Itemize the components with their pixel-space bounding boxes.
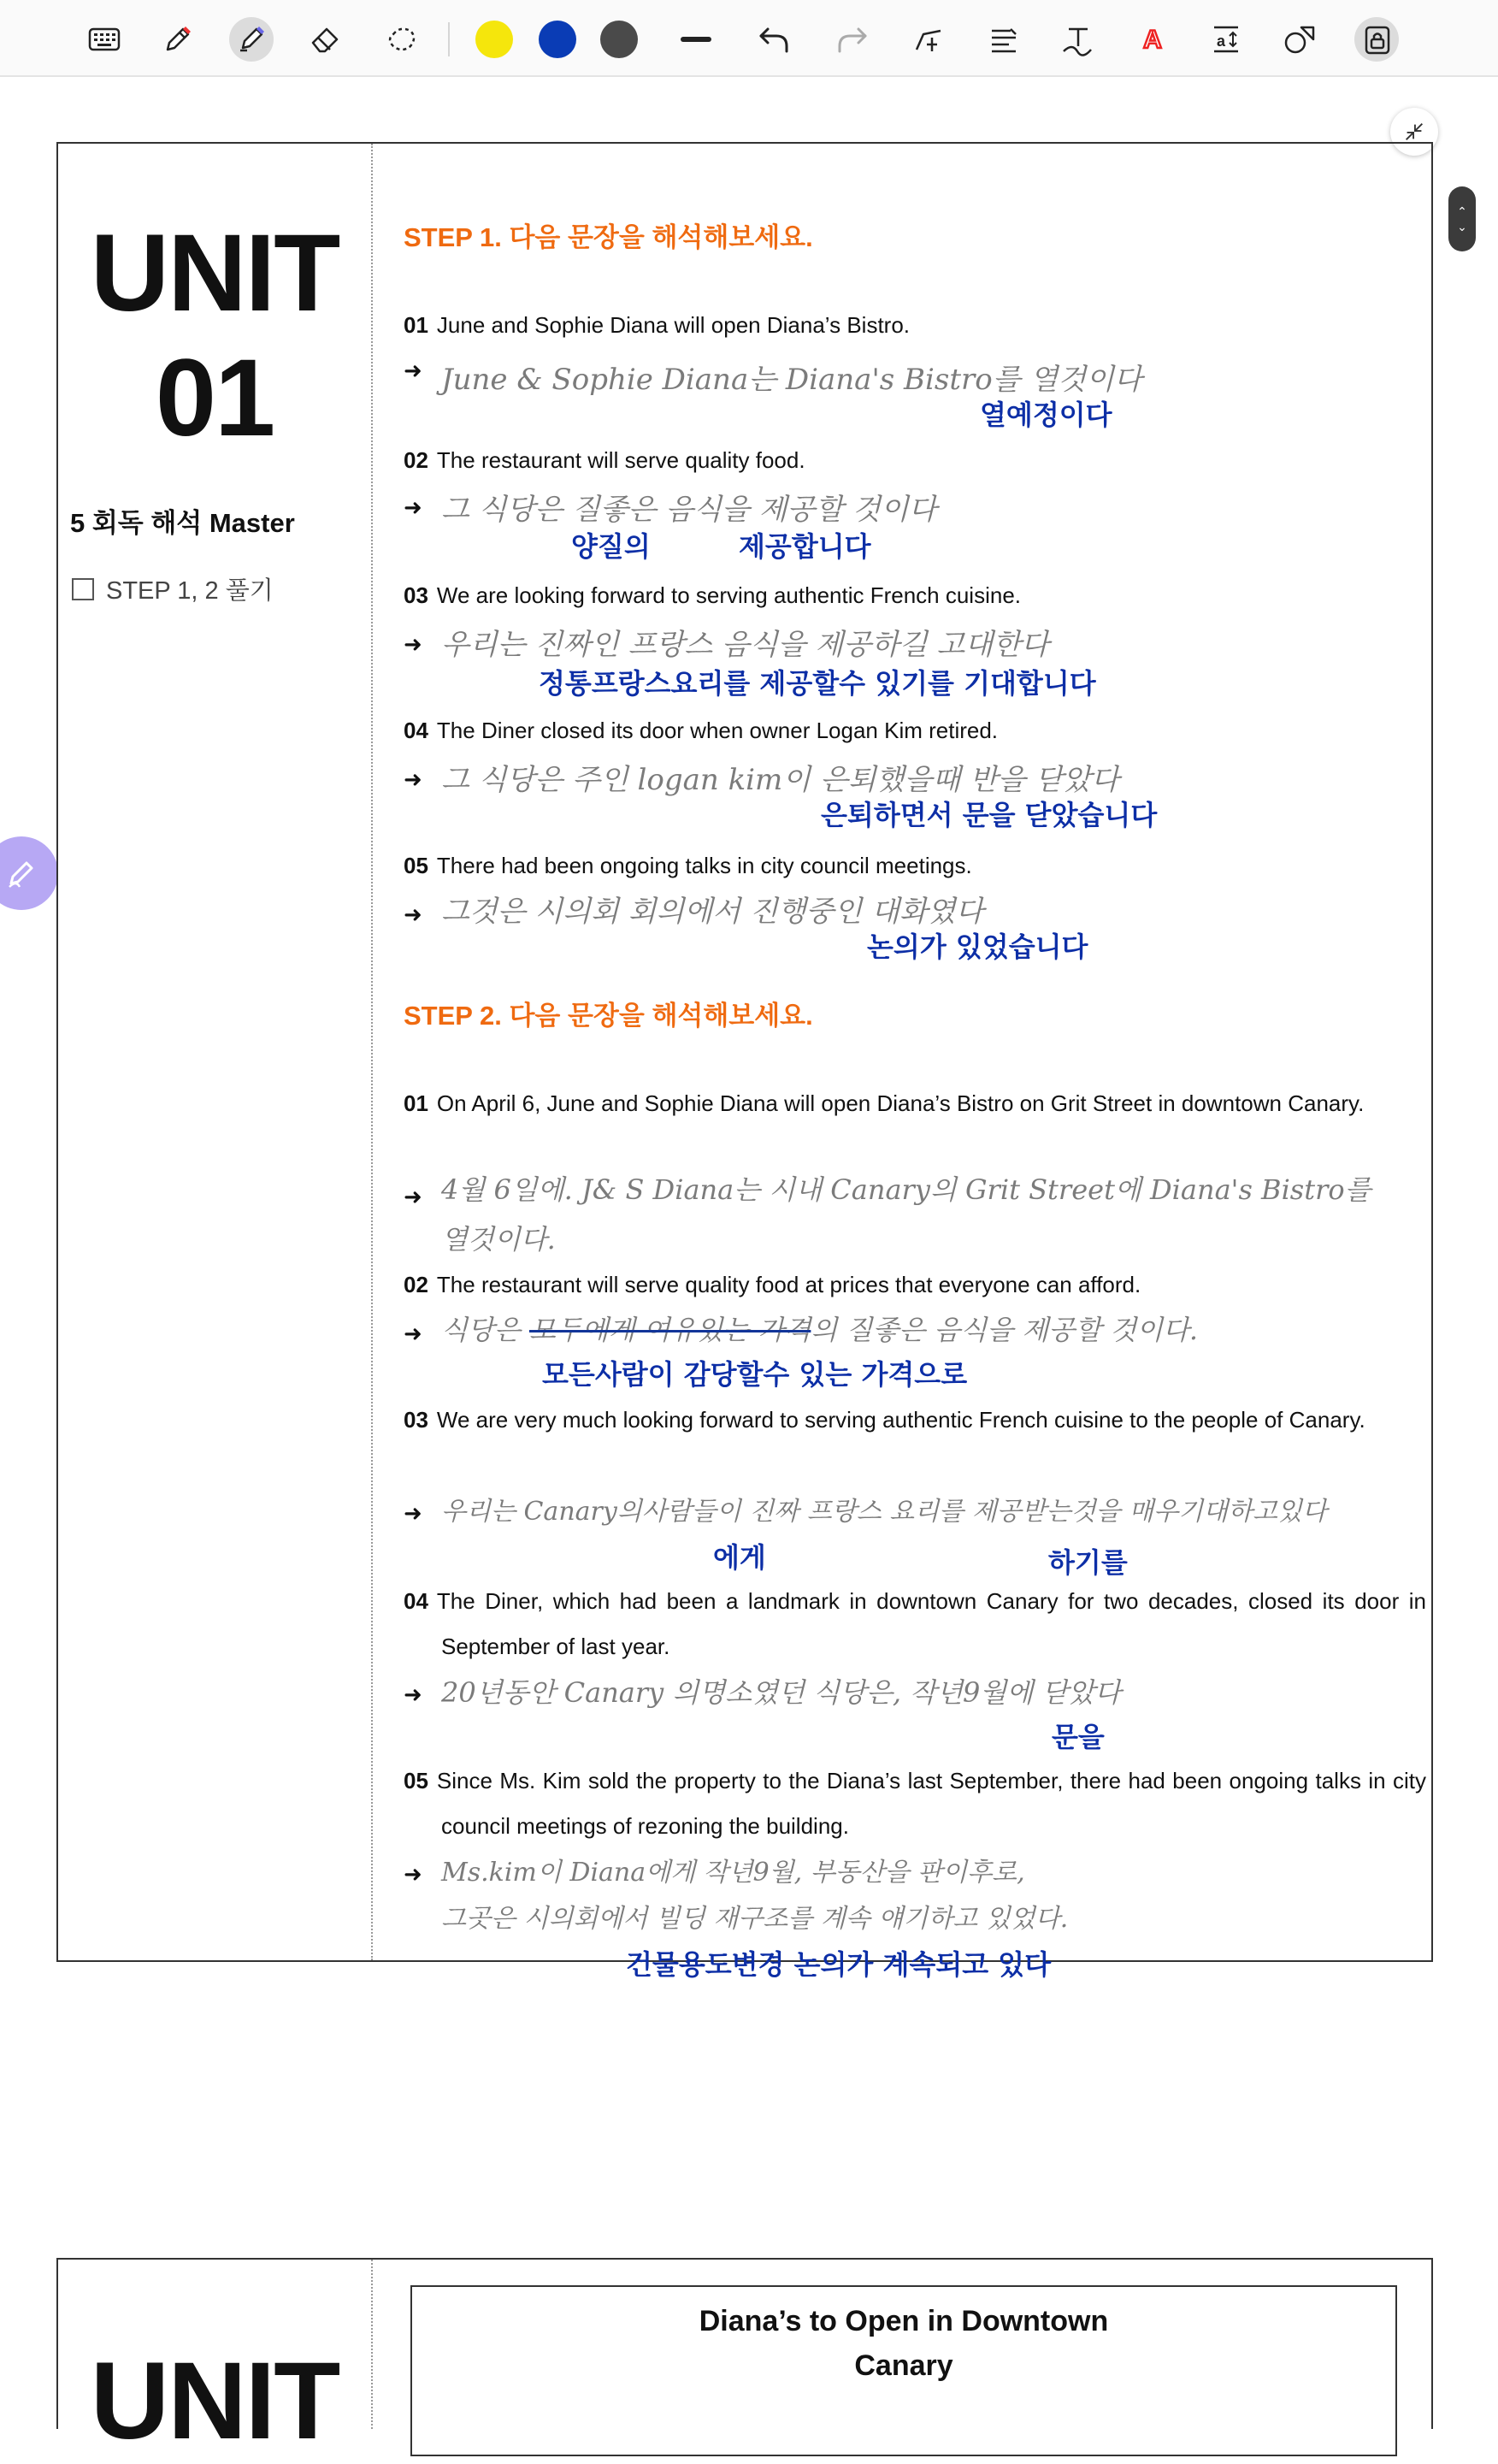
step1-arrow-03: ➜ [404, 631, 422, 657]
step1-arrow-05: ➜ [404, 901, 422, 927]
sidebar-title: 5 회독 해석 Master [70, 508, 295, 538]
handwriting-correction[interactable]: 은퇴하면서 문을 닫았습니다 [821, 799, 1158, 831]
checkbox-row[interactable] [72, 571, 274, 606]
chevron-up-icon: ⌃ [1457, 204, 1467, 218]
drawing-toolbar [0, 0, 1498, 77]
handwriting-note[interactable]: 그 식당은 주인 logan kim이 은퇴했을때 반을 닫았다 [441, 763, 1119, 797]
struck-text: 모두에게 여유있는 가격 [528, 1314, 811, 1346]
handwriting-correction[interactable]: 열예정이다 [980, 399, 1112, 431]
step2-sentence-02: 02 The restaurant will serve quality food at prices that everyone can afford. [404, 1272, 1141, 1297]
chevron-down-icon: ⌄ [1457, 220, 1467, 233]
step2-arrow-03: ➜ [404, 1500, 422, 1526]
blue-color-swatch[interactable] [539, 21, 576, 58]
step2-arrow-01: ➜ [404, 1184, 422, 1209]
handwriting-text-icon[interactable] [1055, 17, 1100, 62]
handwriting-correction[interactable]: 에게 [713, 1541, 766, 1574]
text-color-icon[interactable] [1130, 17, 1175, 62]
step1-sentence-03: 03 We are looking forward to serving authentic French cuisine. [404, 582, 1022, 608]
step1-sentence-05: 05 There had been ongoing talks in city council meetings. [404, 853, 972, 878]
handwriting-note[interactable]: 그 식당은 질좋은 음식을 제공할 것이다 [441, 493, 937, 527]
line-spacing-icon[interactable] [1204, 17, 1248, 62]
text-align-icon[interactable] [982, 17, 1026, 62]
handwriting-note[interactable]: 식당은 모두에게 여유있는 가격의 질좋은 음식을 제공할 것이다. [441, 1314, 1199, 1346]
step1-arrow-04: ➜ [404, 766, 422, 792]
text-to-shape-icon[interactable] [906, 17, 951, 62]
step2-sentence-01: 01 On April 6, June and Sophie Diana will open Diana’s Bistro on Grit Street in downtown Canary. [404, 1090, 1365, 1116]
column-divider [371, 144, 373, 1960]
lock-icon[interactable] [1354, 17, 1399, 62]
worksheet-page-2 [56, 2258, 1433, 2462]
yellow-color-swatch[interactable] [475, 21, 513, 58]
step2-arrow-02: ➜ [404, 1321, 422, 1346]
pencil-icon [3, 854, 40, 892]
highlighter-icon[interactable] [229, 17, 274, 62]
handwriting-correction[interactable]: 문을 [1052, 1721, 1105, 1753]
step2-arrow-04: ➜ [404, 1681, 422, 1707]
article-title: Diana’s to Open in Downtown Canary [699, 2305, 1109, 2382]
column-divider [371, 2260, 373, 2429]
handwriting-correction[interactable]: 하기를 [1048, 1546, 1128, 1579]
keyboard-icon[interactable] [82, 17, 127, 62]
redo-icon[interactable] [829, 17, 874, 62]
handwriting-note[interactable]: 열것이다. [441, 1223, 556, 1256]
step2-sentence-05: 05 Since Ms. Kim sold the property to the Diana’s last September, there had been ongoing talks in city council meetings of rezoning the building. [404, 1768, 1426, 1839]
handwriting-note[interactable]: 그것은 시의회 회의에서 진행중인 대화였다 [441, 895, 984, 929]
handwriting-correction[interactable]: 논의가 있었습니다 [867, 931, 1088, 963]
step2-sentence-04: 04 The Diner, which had been a landmark in downtown Canary for two decades, closed its door in September of last year. [404, 1588, 1426, 1659]
stroke-width-icon[interactable] [674, 17, 718, 62]
step1-sentence-01: 01 June and Sophie Diana will open Diana’s Bistro. [404, 312, 911, 338]
handwriting-note[interactable]: 우리는 Canary의사람들이 진짜 프랑스 요리를 제공받는것을 매우기대하고있다 [441, 1497, 1327, 1527]
handwriting-note[interactable]: 그곳은 시의회에서 빌딩 재구조를 계속 얘기하고 있었다. [441, 1904, 1069, 1934]
undo-icon[interactable] [752, 17, 797, 62]
step2-arrow-05: ➜ [404, 1861, 422, 1887]
step2-sentence-03: 03 We are very much looking forward to serving authentic French cuisine to the people of Canary. [404, 1407, 1365, 1433]
handwriting-note[interactable]: Ms.kim이 Diana에게 작년9월, 부동산을 판이후로, [441, 1858, 1025, 1888]
shapes-icon[interactable] [1277, 17, 1322, 62]
step1-heading: STEP 1. 다음 문장을 해석해보세요. [404, 222, 813, 252]
handwriting-correction[interactable]: 정통프랑스요리를 제공할수 있기를 기대합니다 [539, 667, 1096, 700]
floating-pen-button[interactable] [0, 836, 58, 910]
handwriting-correction[interactable]: 양질의 [571, 530, 651, 563]
unit-word: UNIT [90, 2340, 339, 2462]
checkbox-label: STEP 1, 2 풀기 [106, 577, 274, 605]
gray-color-swatch[interactable] [600, 21, 638, 58]
step1-arrow-02: ➜ [404, 494, 422, 520]
step1-sentence-04: 04 The Diner closed its door when owner Logan Kim retired. [404, 718, 999, 743]
handwriting-note[interactable]: June & Sophie Diana는 Diana's Bistro를 열것이다 [441, 363, 1142, 397]
handwriting-note[interactable]: 4월 6일에. J& S Diana는 시내 Canary의 Grit Street에 Diana's Bistro를 [441, 1173, 1371, 1206]
handwriting-note[interactable]: 우리는 진짜인 프랑스 음식을 제공하길 고대한다 [441, 628, 1049, 662]
pen-icon[interactable] [156, 17, 200, 62]
step1-arrow-01: ➜ [404, 357, 422, 383]
page-scroll-handle[interactable] [1448, 186, 1476, 251]
handwriting-correction[interactable]: 건물용도변경 논의가 계속되고 있다 [626, 1948, 1052, 1981]
handwriting-correction[interactable]: 모든사람이 감당할수 있는 가격으로 [542, 1358, 968, 1391]
toolbar-separator [448, 22, 450, 56]
collapse-icon [1402, 120, 1426, 144]
step2-heading: STEP 2. 다음 문장을 해석해보세요. [404, 1001, 813, 1031]
unit-word: UNIT [90, 212, 339, 334]
unit-number: 01 [155, 337, 274, 459]
step1-sentence-02: 02 The restaurant will serve quality food. [404, 447, 805, 473]
worksheet-page [56, 142, 1433, 1981]
svg-text:A: A [1143, 26, 1162, 54]
svg-text:a: a [1216, 32, 1226, 50]
eraser-icon[interactable] [303, 17, 347, 62]
article-box [410, 2285, 1397, 2456]
handwriting-correction[interactable]: 제공합니다 [739, 530, 871, 563]
lasso-icon[interactable] [380, 17, 424, 62]
checkbox-icon[interactable] [72, 578, 94, 600]
handwriting-note[interactable]: 20년동안 Canary 의명소였던 식당은, 작년9월에 닫았다 [441, 1676, 1122, 1709]
